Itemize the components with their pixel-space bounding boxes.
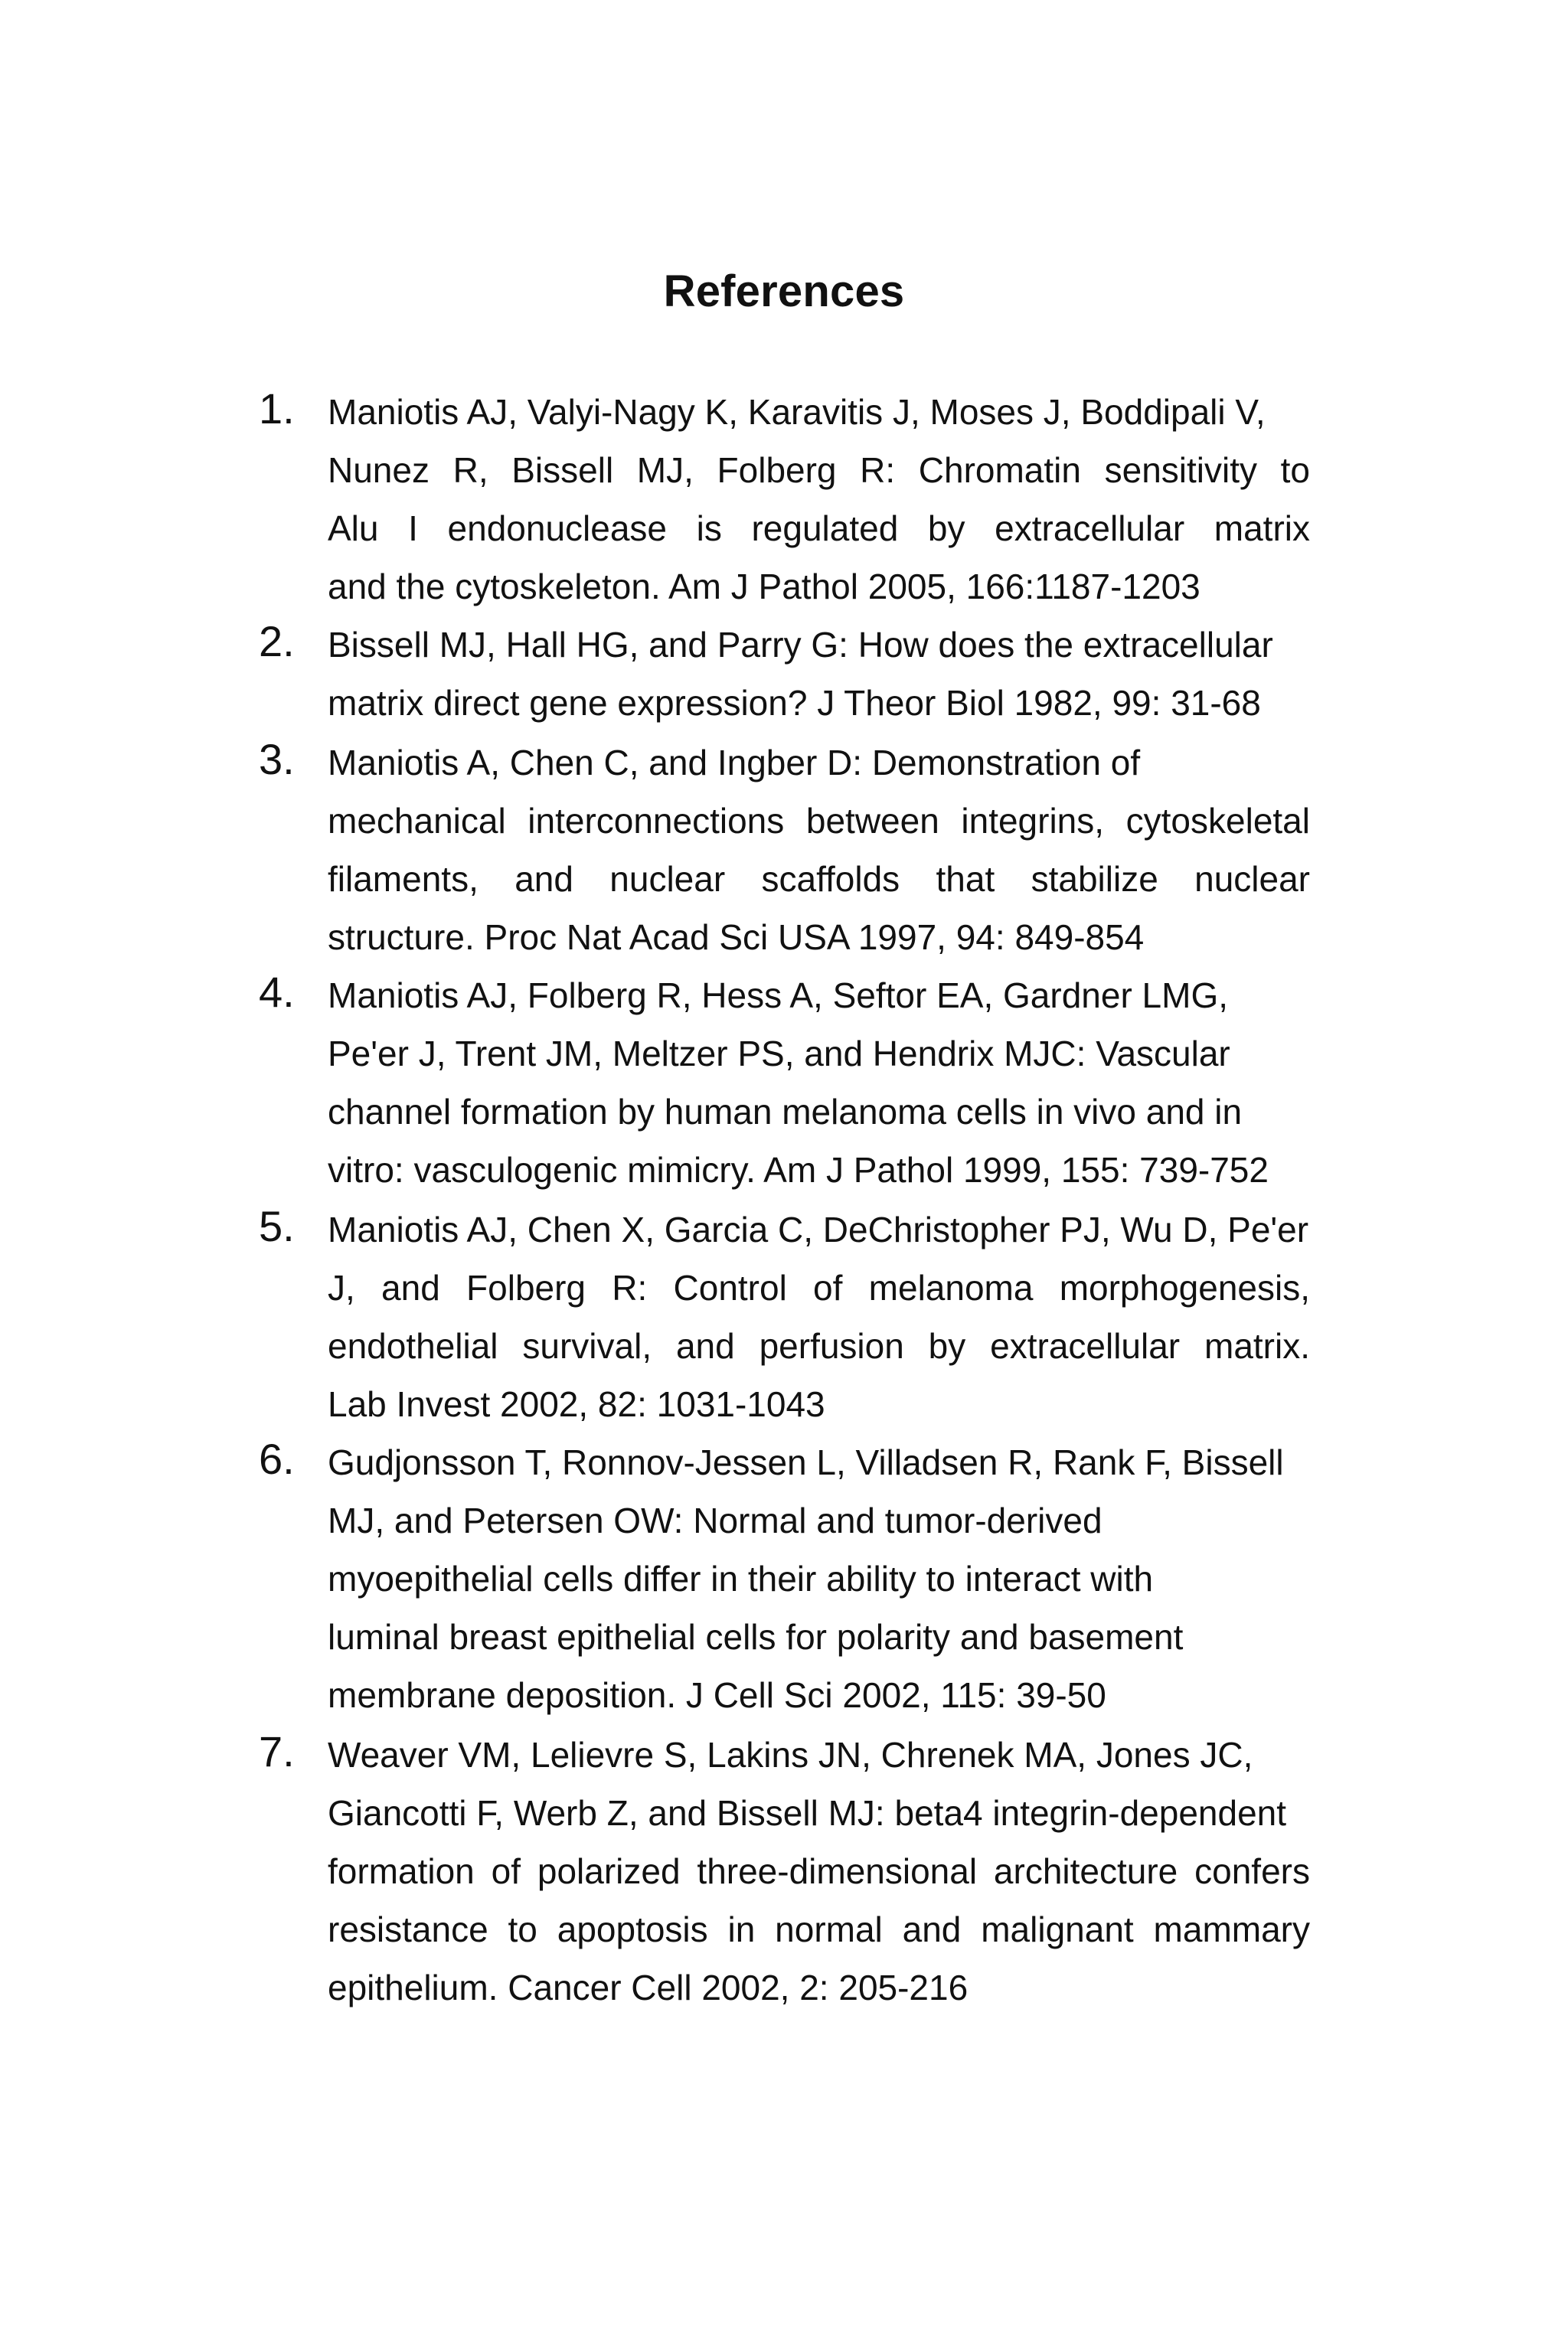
reference-line: Pe'er J, Trent JM, Meltzer PS, and Hendrix MJC: Vascular bbox=[328, 1034, 1230, 1073]
reference-line: myoepithelial cells differ in their ability to interact with bbox=[328, 1559, 1154, 1599]
reference-line: Nunez R, Bissell MJ, Folberg R: Chromatin sensitivity to bbox=[328, 450, 1310, 490]
reference-line: luminal breast epithelial cells for polarity and basement bbox=[328, 1617, 1184, 1657]
reference-line: Gudjonsson T, Ronnov-Jessen L, Villadsen R, Rank F, Bissell bbox=[328, 1442, 1284, 1482]
reference-line: epithelium. Cancer Cell 2002, 2: 205-216 bbox=[328, 1968, 969, 2007]
reference-number: 6. bbox=[259, 1435, 295, 1483]
reference-number: 1. bbox=[259, 384, 295, 433]
reference-line: matrix direct gene expression? J Theor Biol 1982, 99: 31-68 bbox=[328, 683, 1261, 723]
reference-line: membrane deposition. J Cell Sci 2002, 115: 39-50 bbox=[328, 1675, 1106, 1715]
reference-line: resistance to apoptosis in normal and malignant mammary bbox=[328, 1909, 1310, 1949]
reference-line: structure. Proc Nat Acad Sci USA 1997, 94: 849-854 bbox=[328, 917, 1145, 957]
reference-line: Alu I endonuclease is regulated by extracellular matrix bbox=[328, 508, 1310, 548]
reference-line: J, and Folberg R: Control of melanoma morphogenesis, bbox=[328, 1268, 1310, 1308]
reference-line: endothelial survival, and perfusion by extracellular matrix. bbox=[328, 1326, 1310, 1366]
reference-number: 2. bbox=[259, 617, 295, 665]
reference-line: MJ, and Petersen OW: Normal and tumor-derived bbox=[328, 1501, 1102, 1540]
reference-line: Giancotti F, Werb Z, and Bissell MJ: beta4 integrin-dependent bbox=[328, 1793, 1287, 1833]
reference-number: 4. bbox=[259, 968, 295, 1016]
reference-number: 3. bbox=[259, 735, 295, 783]
reference-number: 7. bbox=[259, 1727, 295, 1775]
reference-line: and the cytoskeleton. Am J Pathol 2005, 166:1187-1203 bbox=[328, 567, 1200, 606]
reference-line: Maniotis AJ, Valyi-Nagy K, Karavitis J, Moses J, Boddipali V, bbox=[328, 392, 1266, 432]
page-title: References bbox=[663, 266, 905, 316]
reference-line: mechanical interconnections between integrins, cytoskeletal bbox=[328, 801, 1310, 841]
reference-line: Weaver VM, Lelievre S, Lakins JN, Chrenek MA, Jones JC, bbox=[328, 1735, 1253, 1775]
reference-line: formation of polarized three-dimensional architecture confers bbox=[328, 1851, 1310, 1891]
reference-line: Lab Invest 2002, 82: 1031-1043 bbox=[328, 1384, 825, 1424]
reference-line: filaments, and nuclear scaffolds that stabilize nuclear bbox=[328, 859, 1310, 899]
reference-line: channel formation by human melanoma cells in vivo and in bbox=[328, 1092, 1243, 1132]
reference-line: vitro: vasculogenic mimicry. Am J Pathol 1999, 155: 739-752 bbox=[328, 1150, 1269, 1190]
reference-number: 5. bbox=[259, 1202, 295, 1250]
reference-line: Maniotis A, Chen C, and Ingber D: Demonstration of bbox=[328, 743, 1141, 782]
reference-line: Maniotis AJ, Folberg R, Hess A, Seftor EA, Gardner LMG, bbox=[328, 975, 1229, 1015]
reference-line: Maniotis AJ, Chen X, Garcia C, DeChristopher PJ, Wu D, Pe'er bbox=[328, 1210, 1309, 1250]
reference-line: Bissell MJ, Hall HG, and Parry G: How does the extracellular bbox=[328, 625, 1273, 665]
